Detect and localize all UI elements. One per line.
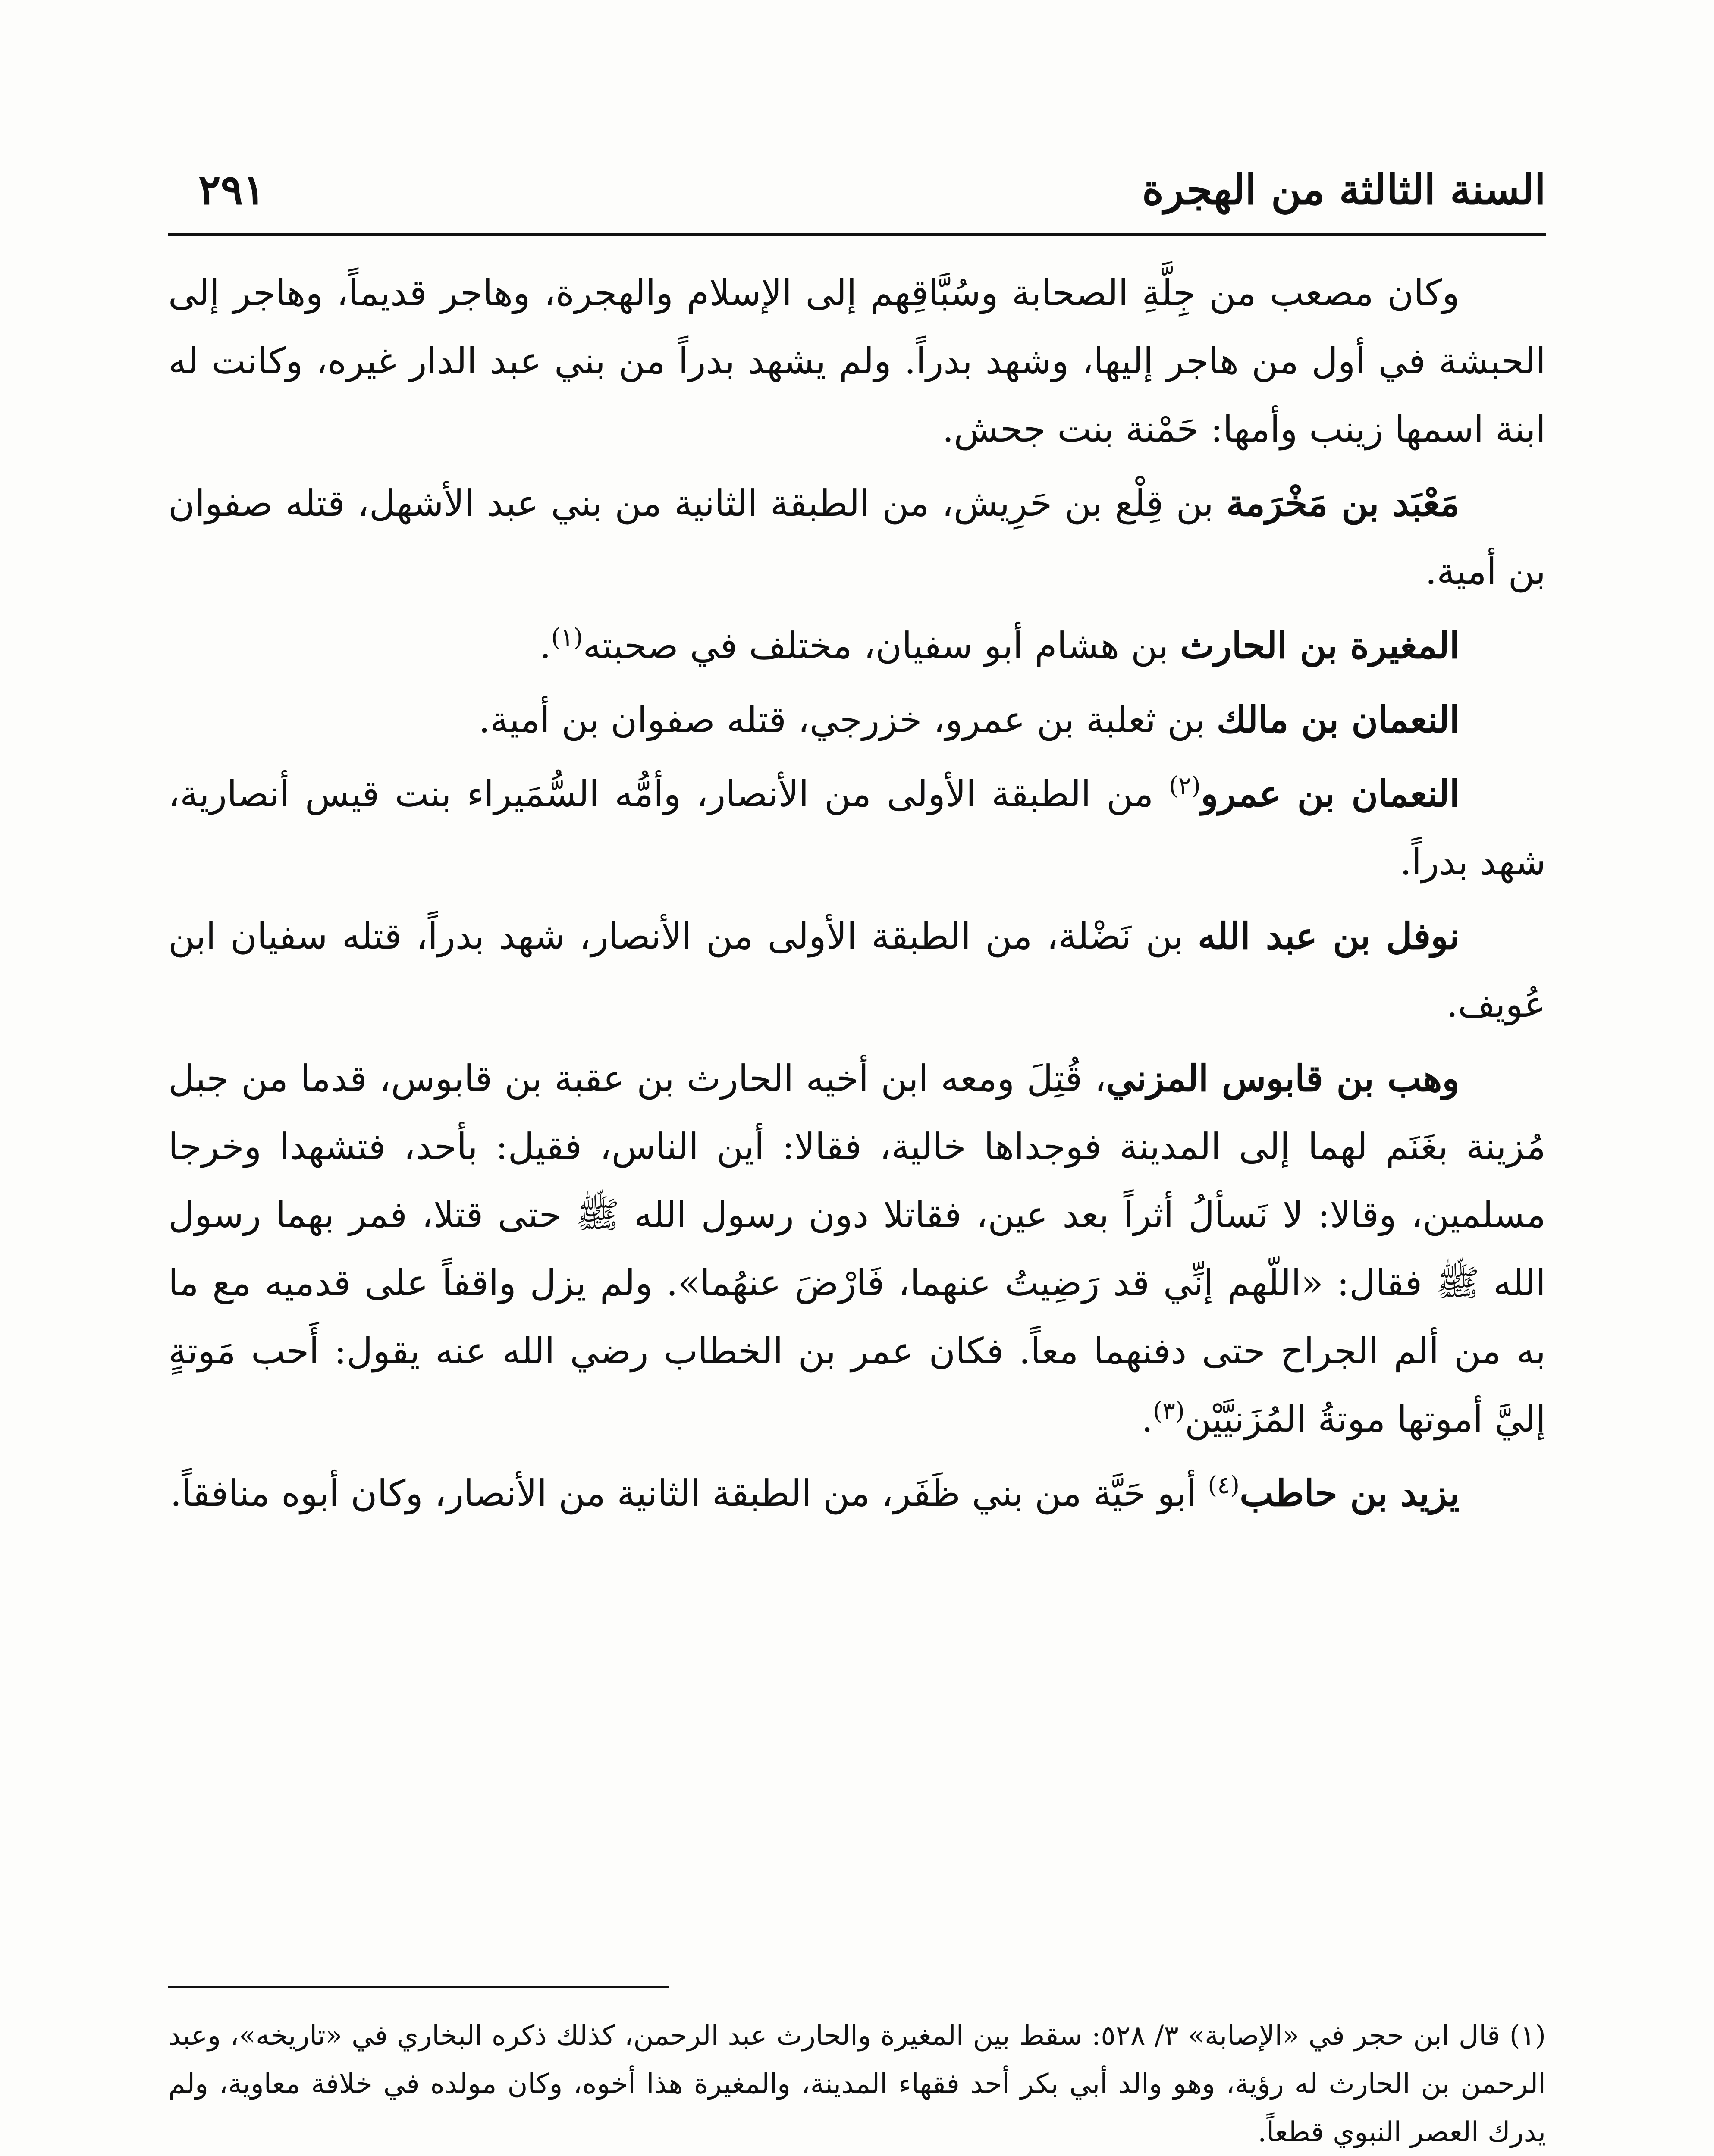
entry-name: نوفل بن عبد الله — [1198, 915, 1460, 957]
entry-name: النعمان بن مالك — [1216, 698, 1460, 741]
entry-mabad — [168, 469, 1546, 605]
running-title: السنة الثالثة من الهجرة — [1142, 165, 1546, 214]
entry-text: بن نَضْلة، من الطبقة الأولى من الأنصار، شهد بدراً، قتله سفيان ابن عُويف. — [168, 915, 1546, 1025]
entry-nawfal — [168, 902, 1546, 1038]
entry-text: ، قُتِلَ ومعه ابن أخيه الحارث بن عقبة بن قابوس، قدما من جبل مُزينة بغَنَم لهما إلى المدينة فوجداها خالية، فقالا: أين الناس، فقيل: بأحد، فتشهدا وخرجا مسلمين، وقالا: لا نَسألُ أثراً بعد عين، فقاتلا دون رسول الله ﷺ حتى قتلا، فمر بهما رسول الله ﷺ فقال: «اللّهم إنِّي قد رَضِيتُ عنهما، فَارْضَ عنهُما». ولم يزل واقفاً على قدميه مع ما به من ألم الجراح حتى دفنهما معاً. فكان عمر بن الخطاب رضي الله عنه يقول: أَحب مَوتةٍ إليَّ أموتها موتةُ المُزَنيَّيْن — [168, 1057, 1546, 1440]
running-header — [168, 155, 1546, 220]
footnote-ref: (٢) — [1169, 772, 1201, 800]
entry-text: بن ثعلبة بن عمرو، خزرجي، قتله صفوان بن أمية. — [478, 699, 1217, 741]
entry-numan-malik — [168, 686, 1546, 754]
entry-name: مَعْبَد بن مَخْرَمة — [1226, 482, 1460, 524]
paragraph-musab — [168, 259, 1546, 463]
footnote-rule — [168, 1986, 669, 1988]
footnote-text: قال ابن حجر في «الإصابة» ٣/ ٥٢٨: سقط بين المغيرة والحارث عبد الرحمن، كذلك ذكره البخاري في «تاريخه»، وعبد الرحمن بن الحارث له رؤية، وهو والد أبي بكر أحد فقهاء المدينة، والمغيرة هذا أخوه، وكان مولده في خلافة معاوية، ولم يدرك العصر النبوي قطعاً. — [168, 2020, 1546, 2148]
entry-tail: من الطبقة الأولى من الأنصار، وأمُّه السُّمَيراء بنت قيس أنصارية، شهد بدراً. — [168, 773, 1546, 883]
entry-tail: أبو حَيَّة من بني ظَفَر، من الطبقة الثانية من الأنصار، وكان أبوه منافقاً. — [170, 1472, 1208, 1514]
entry-text: بن هشام أبو سفيان، مختلف في صحبته — [583, 624, 1180, 667]
entry-yazid — [168, 1459, 1546, 1527]
body-text — [168, 259, 1546, 1533]
footnote-1 — [168, 2012, 1546, 2156]
footnote-ref: (٤) — [1208, 1471, 1240, 1499]
footnote-ref: (٣) — [1153, 1397, 1185, 1425]
page-number: ٢٩١ — [198, 165, 265, 214]
entry-text: بن قِلْع بن حَرِيش، من الطبقة الثانية من بني عبد الأشهل، قتله صفوان بن أمية. — [168, 482, 1546, 592]
footnote-marker: (١) — [1509, 2020, 1546, 2052]
entry-tail: . — [539, 624, 551, 667]
entry-name: النعمان بن عمرو — [1200, 772, 1460, 815]
entry-name: المغيرة بن الحارث — [1180, 624, 1460, 667]
entry-name: يزيد بن حاطب — [1240, 1472, 1460, 1514]
entry-mughira — [168, 611, 1546, 680]
paragraph-text: وكان مصعب من جِلَّةِ الصحابة وسُبَّاقِهم إلى الإسلام والهجرة، وهاجر قديماً، وهاجر إلى الحبشة في أول من هاجر إليها، وشهد بدراً. ولم يشهد بدراً من بني عبد الدار غيره، وكانت له ابنة اسمها زينب وأمها: حَمْنة بنت جحش. — [168, 272, 1546, 450]
entry-wahb — [168, 1044, 1546, 1453]
header-rule — [168, 233, 1546, 236]
entry-name: وهب بن قابوس المزني — [1106, 1057, 1460, 1100]
entry-numan-amr — [168, 760, 1546, 896]
footnote-ref: (١) — [551, 624, 583, 652]
entry-tail: . — [1141, 1398, 1153, 1440]
footnotes — [168, 2012, 1546, 2156]
